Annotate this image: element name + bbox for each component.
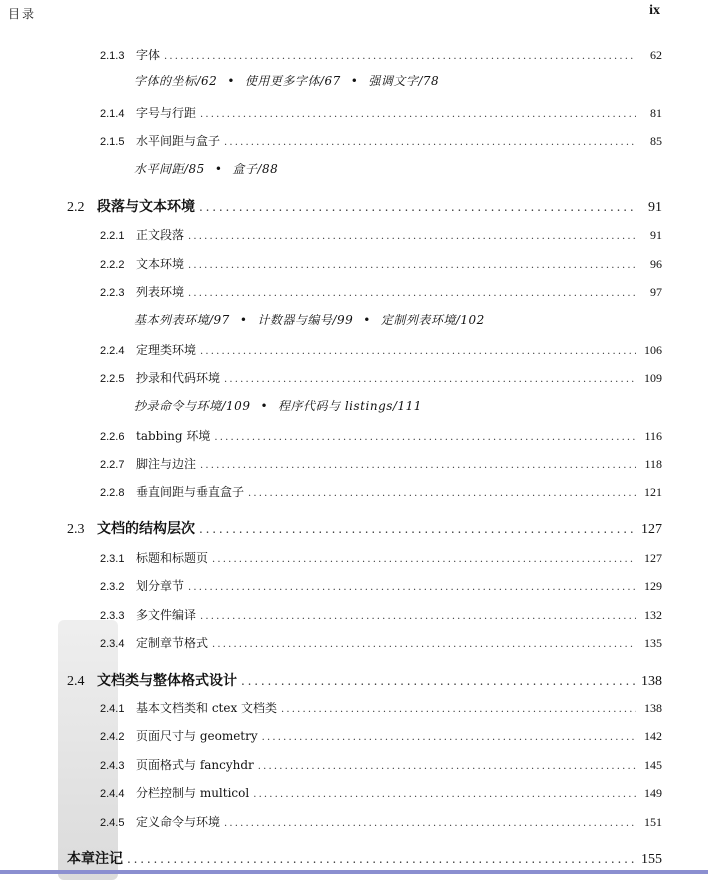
leader-dots: [224, 818, 636, 829]
toc-page: 96: [650, 257, 662, 271]
toc-title: 分栏控制与 multicol: [136, 786, 250, 800]
toc-number: 2.1.5: [100, 136, 125, 148]
toc-subsection[interactable]: [100, 104, 662, 121]
toc-number: 2.2.4: [100, 345, 125, 357]
toc-title: 字体: [136, 48, 161, 62]
toc-number: 2.2.6: [100, 431, 125, 443]
toc-page: 142: [644, 729, 662, 743]
toc-title: 文本环境: [136, 257, 185, 271]
toc-subsection[interactable]: [100, 784, 662, 801]
detail-item[interactable]: 使用更多字体/67: [244, 74, 341, 88]
toc-title: 水平间距与盒子: [136, 134, 221, 148]
toc-page: 145: [644, 758, 662, 772]
detail-item[interactable]: 基本列表环境/97: [134, 313, 230, 327]
toc-page: 149: [644, 786, 662, 800]
toc-section[interactable]: [67, 196, 662, 216]
toc-page: 155: [641, 852, 662, 867]
toc-subsection[interactable]: [100, 341, 662, 358]
toc-number: 2.3.2: [100, 581, 125, 593]
bullet-separator: •: [214, 162, 223, 176]
toc-page: 109: [644, 371, 662, 385]
toc-subsection[interactable]: [100, 577, 662, 594]
toc-page: 118: [644, 457, 662, 471]
toc-title: 垂直间距与垂直盒子: [136, 485, 245, 499]
toc-subsection[interactable]: [100, 483, 662, 500]
toc-title: 正文段落: [136, 228, 185, 242]
toc-page: 121: [644, 485, 662, 499]
bullet-separator: •: [239, 313, 248, 327]
toc-number: 2.1.3: [100, 50, 125, 62]
toc-title: 字号与行距: [136, 106, 197, 120]
toc-subsection[interactable]: [100, 132, 662, 149]
toc-page: 85: [650, 134, 662, 148]
toc-title: 段落与文本环境: [97, 199, 195, 215]
detail-item[interactable]: 水平间距/85: [134, 162, 205, 176]
leader-dots: [281, 704, 636, 715]
toc-subsection[interactable]: [100, 46, 662, 63]
toc-number: 2.2.1: [100, 230, 125, 242]
toc-section[interactable]: [67, 670, 662, 690]
leader-dots: [224, 374, 636, 385]
toc-section[interactable]: [67, 518, 662, 538]
toc-number: 2.4.5: [100, 817, 125, 829]
toc-subsection[interactable]: [100, 549, 662, 566]
toc-subsection[interactable]: [100, 634, 662, 651]
leader-dots: [199, 200, 636, 214]
toc-page: 135: [644, 636, 662, 650]
toc-number: 2.2.3: [100, 287, 125, 299]
header-left: 目录: [8, 7, 37, 21]
toc-subsection[interactable]: [100, 226, 662, 243]
detail-item[interactable]: 字体的坐标/62: [134, 74, 218, 88]
leader-dots: [212, 554, 636, 565]
leader-dots: [200, 109, 636, 120]
toc-number: 2.4.2: [100, 731, 125, 743]
toc-number: 2.3: [67, 522, 85, 537]
toc-title: 文档类与整体格式设计: [97, 673, 237, 689]
leader-dots: [188, 231, 636, 242]
leader-dots: [127, 852, 636, 866]
toc-title: 定理类环境: [136, 343, 197, 357]
toc-chapter-notes[interactable]: [67, 848, 662, 868]
toc-title: 页面格式与 fancyhdr: [136, 758, 254, 772]
leader-dots: [200, 460, 636, 471]
leader-dots: [164, 51, 636, 62]
toc-subsection[interactable]: [100, 756, 662, 773]
leader-dots: [258, 761, 636, 772]
leader-dots: [241, 674, 636, 688]
toc-title: 本章注记: [67, 851, 123, 867]
detail-item[interactable]: 抄录命令与环境/109: [134, 399, 251, 413]
toc-title: tabbing 环境: [136, 429, 211, 443]
toc-page: 138: [644, 701, 662, 715]
leader-dots: [214, 432, 636, 443]
leader-dots: [212, 639, 636, 650]
toc-subsection[interactable]: [100, 283, 662, 300]
detail-item[interactable]: 定制列表环境/102: [380, 313, 485, 327]
toc-page: 91: [648, 200, 662, 215]
page-number: ix: [649, 3, 660, 18]
toc-subsection[interactable]: [100, 255, 662, 272]
leader-dots: [188, 260, 636, 271]
leader-dots: [200, 346, 636, 357]
leader-dots: [188, 582, 636, 593]
toc-title: 定义命令与环境: [136, 815, 221, 829]
toc-number: 2.2.5: [100, 373, 125, 385]
toc-title: 列表环境: [136, 285, 185, 299]
toc-subsection[interactable]: [100, 455, 662, 472]
leader-dots: [200, 611, 636, 622]
toc-subsection[interactable]: [100, 699, 662, 716]
toc-page: 132: [644, 608, 662, 622]
toc-title: 页面尺寸与 geometry: [136, 729, 258, 743]
toc-number: 2.2.8: [100, 487, 125, 499]
toc-page: 106: [644, 343, 662, 357]
toc-page: 151: [644, 815, 662, 829]
toc-page: 127: [641, 522, 662, 537]
detail-item[interactable]: 计数器与编号/99: [257, 313, 354, 327]
toc-page: 62: [650, 48, 662, 62]
toc-title: 文档的结构层次: [97, 521, 195, 537]
toc-title: 多文件编译: [136, 608, 197, 622]
toc-page: 91: [650, 228, 662, 242]
toc-title: 脚注与边注: [136, 457, 197, 471]
leader-dots: [248, 488, 636, 499]
toc-number: 2.2: [67, 200, 85, 215]
toc-number: 2.3.4: [100, 638, 125, 650]
bullet-separator: •: [260, 399, 269, 413]
toc-number: 2.1.4: [100, 108, 125, 120]
toc-page: 81: [650, 106, 662, 120]
toc-title: 标题和标题页: [136, 551, 209, 565]
bullet-separator: •: [363, 313, 371, 327]
toc-number: 2.2.2: [100, 259, 125, 271]
detail-line: [134, 311, 485, 328]
toc-page: 97: [650, 285, 662, 299]
toc-page: 129: [644, 579, 662, 593]
toc-subsection[interactable]: [100, 606, 662, 623]
bullet-separator: •: [227, 74, 235, 88]
detail-line: [134, 397, 422, 414]
toc-page: 127: [644, 551, 662, 565]
toc-number: 2.4.1: [100, 703, 125, 715]
toc-subsection[interactable]: [100, 427, 662, 444]
toc-subsection[interactable]: [100, 369, 662, 386]
toc-subsection[interactable]: [100, 813, 662, 830]
toc-number: 2.4.3: [100, 760, 125, 772]
toc-title: 抄录和代码环境: [136, 371, 221, 385]
detail-line: [134, 160, 278, 177]
toc-number: 2.2.7: [100, 459, 125, 471]
toc-page: 116: [644, 429, 662, 443]
leader-dots: [188, 288, 636, 299]
toc-title: 基本文档类和 ctex 文档类: [136, 701, 278, 715]
leader-dots: [224, 137, 636, 148]
toc-subsection[interactable]: [100, 727, 662, 744]
detail-item[interactable]: 强调文字/78: [368, 74, 440, 88]
toc-page: 138: [641, 674, 662, 689]
leader-dots: [262, 732, 636, 743]
toc-number: 2.4: [67, 674, 85, 689]
toc-number: 2.3.3: [100, 610, 125, 622]
bottom-bar: [0, 870, 708, 874]
bullet-separator: •: [350, 74, 359, 88]
detail-line: [134, 72, 439, 89]
toc-title: 划分章节: [136, 579, 185, 593]
leader-dots: [199, 522, 636, 536]
toc-title: 定制章节格式: [136, 636, 209, 650]
leader-dots: [253, 789, 636, 800]
toc-number: 2.3.1: [100, 553, 125, 565]
toc-number: 2.4.4: [100, 788, 125, 800]
detail-item[interactable]: 盒子/88: [232, 162, 279, 176]
detail-item[interactable]: 程序代码与 listings/111: [278, 399, 422, 413]
